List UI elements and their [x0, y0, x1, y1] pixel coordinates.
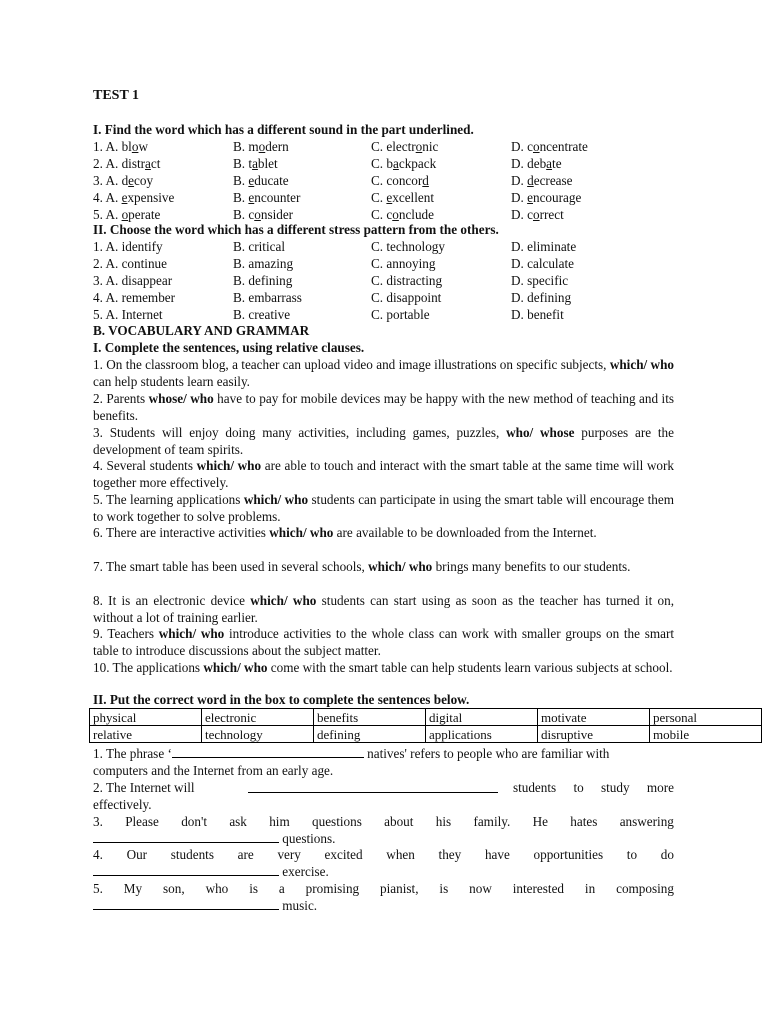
fill-sentence-3: 3. Please don't ask him questions about his family. He hates answering questions. [93, 814, 674, 846]
option-a: 3. A. decoy [93, 173, 154, 188]
choice-options[interactable]: which/ who [196, 458, 262, 473]
option-b: B. educate [233, 173, 289, 188]
section-a2-heading: II. Choose the word which has a different stress pattern from the others. [93, 222, 499, 237]
option-d: D. eliminate [511, 239, 577, 254]
box-word: relative [90, 726, 202, 743]
option-b: B. amazing [233, 256, 294, 271]
option-c: C. distracting [371, 273, 443, 288]
stress-question-5 [93, 307, 693, 324]
option-d: D. defining [511, 290, 572, 305]
option-a: 5. A. Internet [93, 307, 163, 322]
option-a: 2. A. continue [93, 256, 167, 271]
answer-blank[interactable] [93, 831, 279, 843]
relative-sentence-7: 7. The smart table has been used in several schools, which/ who brings many benefits to our students. [93, 559, 631, 574]
answer-blank[interactable] [93, 898, 279, 910]
box-word: physical [90, 709, 202, 726]
option-a: 2. A. distract [93, 156, 161, 171]
answer-blank[interactable] [172, 746, 364, 758]
option-c: C. conclude [371, 207, 434, 222]
stress-question-4 [93, 290, 693, 307]
option-b: B. creative [233, 307, 291, 322]
stress-question-3 [93, 273, 693, 290]
relative-sentence-2: 2. Parents whose/ who have to pay for mobile devices may be happy with the new method of teaching and its benefits. [93, 391, 674, 423]
option-d: D. calculate [511, 256, 574, 271]
option-d: D. concentrate [511, 139, 588, 154]
choice-options[interactable]: who/ whose [506, 425, 575, 440]
relative-sentence-6: 6. There are interactive activities which/ who are available to be downloaded from the Internet. [93, 525, 597, 540]
option-c: C. disappoint [371, 290, 442, 305]
stress-question-2 [93, 256, 693, 273]
option-c: C. backpack [371, 156, 437, 171]
pronunciation-question-1 [93, 139, 693, 156]
choice-options[interactable]: which/ who [609, 357, 675, 372]
fill-sentence-2: 2. The Internet will students to study more effectively. [93, 780, 674, 812]
relative-sentence-1: 1. On the classroom blog, a teacher can upload video and image illustrations on specific subjects, which/ who can help students learn easily. [93, 357, 675, 389]
pronunciation-question-3 [93, 173, 693, 190]
option-a: 1. A. blow [93, 139, 148, 154]
option-d: D. encourage [511, 190, 582, 205]
answer-blank[interactable] [248, 781, 498, 793]
relative-sentence-9: 9. Teachers which/ who introduce activities to the whole class can work with smaller groups on the smart table to introduce discussions about the subject matter. [93, 626, 674, 658]
box-word: mobile [650, 726, 762, 743]
option-a: 5. A. operate [93, 207, 161, 222]
pronunciation-question-4 [93, 190, 693, 207]
option-c: C. portable [371, 307, 430, 322]
fill-sentence-5: 5. My son, who is a promising pianist, is now interested in composing music. [93, 881, 674, 913]
option-c: C. technology [371, 239, 445, 254]
option-b: B. consider [233, 207, 294, 222]
choice-options[interactable]: which/ who [269, 525, 334, 540]
box-word: personal [650, 709, 762, 726]
option-c: C. electronic [371, 139, 439, 154]
choice-options[interactable]: which/ who [203, 660, 268, 675]
option-c: C. excellent [371, 190, 434, 205]
option-b: B. defining [233, 273, 293, 288]
choice-options[interactable]: which/ who [158, 626, 225, 641]
box-word: benefits [314, 709, 426, 726]
fill-sentence-4: 4. Our students are very excited when they have opportunities to do exercise. [93, 847, 674, 879]
section-b1-heading: I. Complete the sentences, using relative clauses. [93, 340, 365, 355]
option-d: D. correct [511, 207, 564, 222]
box-word: defining [314, 726, 426, 743]
relative-sentence-3: 3. Students will enjoy doing many activities, including games, puzzles, who/ whose purposes are the development of team spirits. [93, 425, 675, 457]
fill-sentence-1: 1. The phrase ‘ natives' refers to people who are familiar with computers and the Internet from an early age. [93, 746, 610, 778]
option-d: D. benefit [511, 307, 564, 322]
option-d: D. specific [511, 273, 569, 288]
answer-blank[interactable] [93, 864, 279, 876]
option-c: C. concord [371, 173, 429, 188]
relative-sentence-5: 5. The learning applications which/ who students can participate in using the smart table will encourage them to work together to solve problems. [93, 492, 674, 524]
test-title: TEST 1 [93, 88, 140, 103]
option-d: D. decrease [511, 173, 573, 188]
relative-sentence-8: 8. It is an electronic device which/ who students can start using as soon as the teacher has turned it on, without a lot of training earlier. [93, 593, 674, 625]
option-a: 4. A. expensive [93, 190, 175, 205]
option-d: D. debate [511, 156, 562, 171]
relative-sentence-10: 10. The applications which/ who come with the smart table can help students learn various subjects at school. [93, 660, 673, 675]
option-b: B. embarrass [233, 290, 302, 305]
choice-options[interactable]: which/ who [243, 492, 309, 507]
option-c: C. annoying [371, 256, 436, 271]
option-b: B. modern [233, 139, 289, 154]
relative-sentence-4: 4. Several students which/ who are able to touch and interact with the smart table at the same time will work together more effectively. [93, 458, 674, 490]
option-a: 4. A. remember [93, 290, 176, 305]
stress-question-1 [93, 239, 693, 256]
choice-options[interactable]: whose/ who [148, 391, 214, 406]
section-a1-heading: I. Find the word which has a different sound in the part underlined. [93, 122, 474, 137]
option-b: B. tablet [233, 156, 278, 171]
choice-options[interactable]: which/ who [368, 559, 433, 574]
box-word: technology [202, 726, 314, 743]
option-b: B. critical [233, 239, 285, 254]
option-a: 3. A. disappear [93, 273, 173, 288]
word-box [89, 708, 762, 743]
box-word: electronic [202, 709, 314, 726]
pronunciation-question-2 [93, 156, 693, 173]
section-b-heading: B. VOCABULARY AND GRAMMAR [93, 323, 310, 338]
choice-options[interactable]: which/ who [250, 593, 317, 608]
section-b2-heading: II. Put the correct word in the box to complete the sentences below. [93, 692, 470, 707]
box-word: digital [426, 709, 538, 726]
option-a: 1. A. identify [93, 239, 163, 254]
box-word: disruptive [538, 726, 650, 743]
option-b: B. encounter [233, 190, 301, 205]
box-word: motivate [538, 709, 650, 726]
box-word: applications [426, 726, 538, 743]
